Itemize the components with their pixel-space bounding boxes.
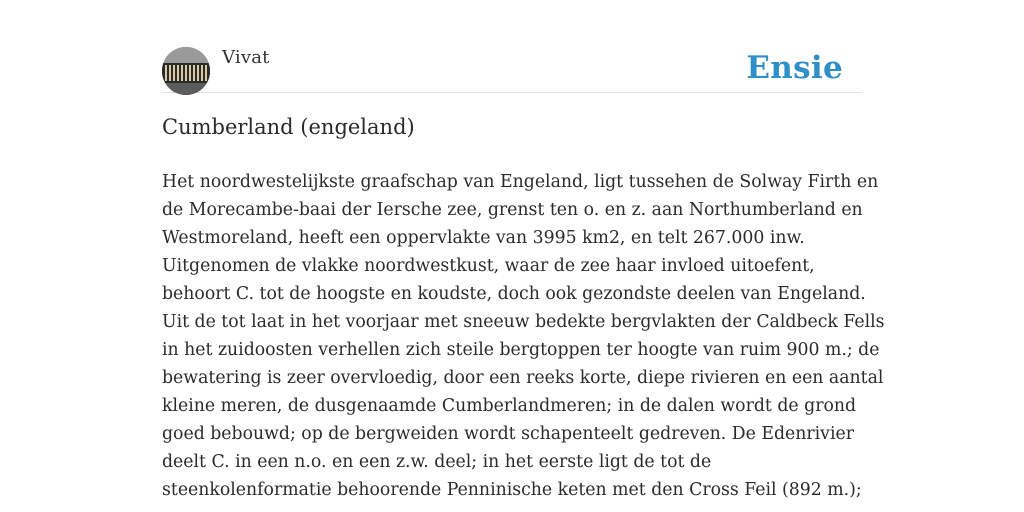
- brand-logo[interactable]: Ensie: [746, 50, 843, 86]
- article-body-line: de Morecambe-baai der Iersche zee, grenst ten o. en z. aan Northumberland en: [162, 200, 863, 220]
- avatar-image-icon: [162, 47, 210, 95]
- article-header: [162, 46, 862, 93]
- article-body-line: kleine meren, de dusgenaamde Cumberlandmeren; in de dalen wordt de grond: [162, 396, 857, 416]
- author-name[interactable]: Vivat: [222, 47, 270, 68]
- article-body-line: behoort C. tot de hoogste en koudste, doch ook gezondste deelen van Engeland.: [162, 284, 866, 304]
- article-body-line: Het noordwestelijkste graafschap van Engeland, ligt tussehen de Solway Firth en: [162, 172, 879, 192]
- article-body-line: Uitgenomen de vlakke noordwestkust, waar de zee haar invloed uitoefent,: [162, 256, 815, 276]
- article-body: [162, 168, 885, 504]
- article-body-line: bewatering is zeer overvloedig, door een reeks korte, diepe rivieren en een aantal: [162, 368, 884, 388]
- article-body-line: goed bebouwd; op de bergweiden wordt schapenteelt gedreven. De Edenrivier: [162, 424, 854, 444]
- article-title: Cumberland (engeland): [162, 115, 415, 139]
- author-avatar[interactable]: [162, 47, 210, 95]
- article-body-line: in het zuidoosten verhellen zich steile bergtoppen ter hoogte van ruim 900 m.; de: [162, 340, 880, 360]
- article-body-line: deelt C. in een n.o. en een z.w. deel; in het eerste ligt de tot de: [162, 452, 712, 472]
- article-body-line: steenkolenformatie behoorende Penninische keten met den Cross Feil (892 m.);: [162, 480, 862, 500]
- article-body-line: Westmoreland, heeft een oppervlakte van 3995 km2, en telt 267.000 inw.: [162, 228, 805, 248]
- article-body-line: Uit de tot laat in het voorjaar met sneeuw bedekte bergvlakten der Caldbeck Fells: [162, 312, 885, 332]
